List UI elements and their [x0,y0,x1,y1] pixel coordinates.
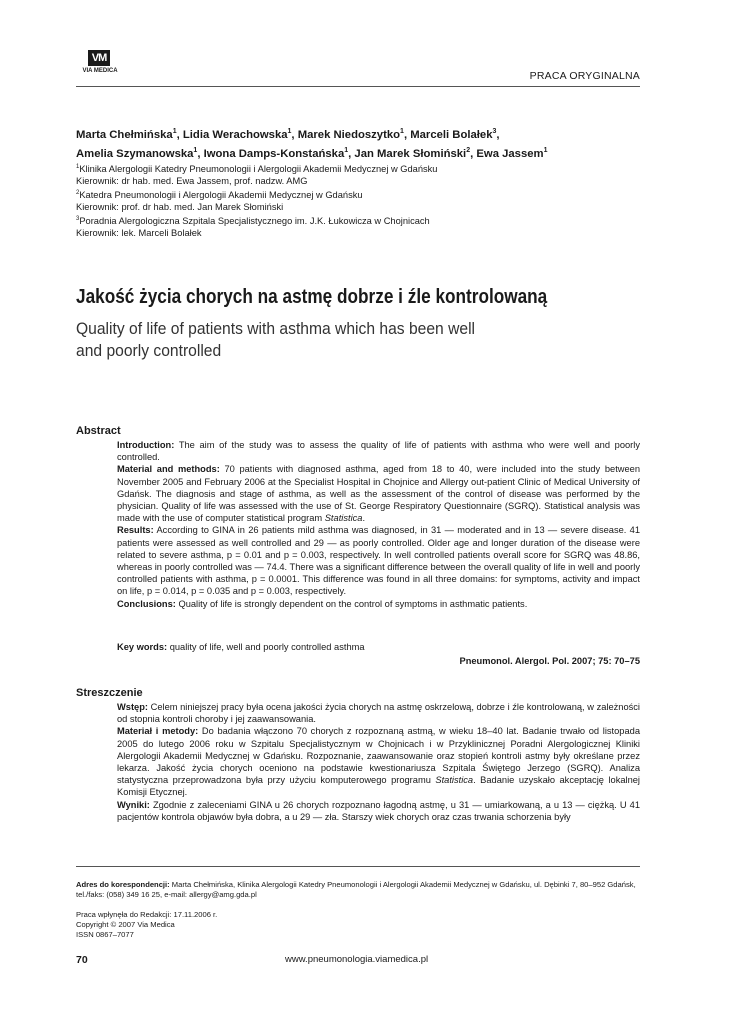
section-label: Conclusions: [117,598,176,609]
title-english-line: and poorly controlled [76,341,222,360]
keywords-label: Key words: [117,642,168,652]
affiliation-text: Katedra Pneumonologii i Alergologii Akademii Medycznej w Gdańsku [79,190,363,201]
author-name: Iwona Damps-Konstańska [203,147,345,160]
affiliation-line [76,201,640,213]
affiliation-line [76,227,640,239]
affiliation-line [76,161,640,175]
title-english [76,318,591,362]
author-name: Marta Chełmińska [76,128,173,141]
section-label: Material and methods: [117,464,220,475]
author-sup: 2 [466,146,471,154]
article-meta [76,910,376,940]
paragraph-text: Quality of life is strongly dependent on the control of symptoms in asthmatic patients. [175,598,528,609]
logo-text: VIA MEDICA [82,68,118,74]
paragraph-text: . [362,513,366,524]
keywords [117,641,640,653]
streszczenie-body [117,701,640,823]
affiliations [76,161,640,239]
received-date: Praca wpłynęła do Redakcji: 17.11.2006 r. [76,910,218,919]
affiliation-text: Klinika Alergologii Katedry Pneumonologii i Alergologii Akademii Medycznej w Gdańsku [79,164,438,175]
publisher-logo [76,50,124,75]
page-number: 70 [76,954,88,966]
journal-citation: Pneumonol. Alergol. Pol. 2007; 75: 70–75 [459,656,640,666]
abstract-conclusions [117,598,640,610]
author-sup: 1 [400,128,404,135]
abstract-body [117,439,640,610]
paragraph-text: Celem niniejszej pracy była ocena jakości życia chorych na astmę oskrzelową, dobrze i źle kontrolowaną, w zależności od stopnia kontroli choroby i jej zaawansowania. [117,702,640,725]
abstract-results [117,524,640,597]
paragraph-italic: Statistica [435,775,474,786]
affiliation-text: Poradnia Alergologiczna Szpitala Specjalistycznego im. J.K. Łukowicza w Chojnicach [79,216,430,227]
affiliation-text: Kierownik: lek. Marceli Bolałek [76,228,202,239]
affiliation-text: Kierownik: prof. dr hab. med. Jan Marek Słomiński [76,202,284,213]
title-polish: Jakość życia chorych na astmę dobrze i źle kontrolowaną [76,286,548,308]
author-sup: 1 [287,128,292,135]
paragraph-text: 70 patients with diagnosed asthma, aged from 18 to 40, were included into the study between November 2005 and February 2006 at the Specialist Hospital in Chojnice and Allergy out-patient Clinic of Medical University of Gdańsk. The diagnosis and stage of asthma, as well as the assessment of the control of disease was performed by the physician. Quality of life was assessed with the use of St. George Respiratory Questionnaire (SGRQ). Statistical analysis was made with the use of computer statistical program [117,464,640,524]
title-english-line: Quality of life of patients with asthma which has been well [76,319,476,338]
author-sup: 3 [492,128,497,135]
author-name: Ewa Jassem [476,147,544,160]
author-name: Marek Niedoszytko [297,128,401,141]
section-label: Wyniki: [117,799,150,810]
section-label: Introduction: [117,440,175,450]
author-sup: 1 [344,146,349,154]
affiliation-line [76,175,640,187]
correspondence-address [76,880,640,900]
paragraph-text: The aim of the study was to assess the quality of life of patients with asthma who were well and poorly controlled. [117,440,640,463]
author-name: Marceli Bolałek [410,128,493,141]
paragraph-text: Zgodnie z zaleceniami GINA u 26 chorych rozpoznano łagodną astmę, u 31 — umiarkowaną, a u 13 — ciężką. U 41 pacjentów kontrola objawów była dobra, a u 29 — zła. Starszy wiek chorych oraz czas trwania schorzenia były [117,799,640,822]
keywords-text: quality of life, well and poorly controlled asthma [167,642,365,652]
author-sup: 1 [172,128,177,135]
author-list [76,124,640,162]
section-label: PRACA ORYGINALNA [529,70,640,82]
streszczenie-wyniki [117,799,640,823]
paragraph-text: According to GINA in 26 patients mild asthma was diagnosed, in 31 — moderated and in 13 — severe disease. 41 patients were assessed as well controlled and 29 — as poorly controlled. Older age and longer duration of the disease were related to severe asthma, p = 0.01 and p = 0.003, respectively. In well controlled patients overall score for SGRQ was 48.86, whereas in poorly controlled was — 74.4. There was a significant difference between the overall quality of life in well and poorly controlled patients with asthma, p = 0.0001. This difference was found in all three domains: for symptoms, activity and impact on life, p = 0.014, p = 0.035 and p = 0.003, respectively. [117,525,640,597]
abstract-introduction [117,439,640,463]
section-label: Materiał i metody: [117,726,199,737]
affiliation-text: Kierownik: dr hab. med. Ewa Jassem, prof. nadzw. AMG [76,176,308,187]
affiliation-sup: 3 [76,216,80,223]
footer-rule [76,866,640,867]
streszczenie-metody [117,725,640,798]
issn: ISSN 0867–7077 [76,930,134,939]
author-name: Amelia Szymanowska [76,147,194,160]
streszczenie-heading: Streszczenie [76,687,143,699]
author-line-2: Amelia Szymanowska$^1$, Iwona Damps-Konstańska$^1$, Jan Marek Słomiński$^2$, Ewa Jassem$^1$ [76,146,548,160]
correspondence-text: Marta Chełmińska, Klinika Alergologii Katedry Pneumonologii i Alergologii Akademii Medycznej w Gdańsku, ul. Dębinki 7, 80–952 Gdańsk, tel./faks: (058) 349 16 25, e-mail: allergy@amg.gda.pl [76,880,636,899]
abstract-methods [117,463,640,524]
affiliation-line [76,213,640,227]
abstract-heading: Abstract [76,425,121,437]
author-line-1: Marta Chełmińska$^1$, Lidia Werachowska$^1$, Marek Niedoszytko$^1$, Marceli Bolałek$^3$, [76,128,500,141]
header-rule [76,86,640,87]
author-sup: 1 [543,146,548,154]
section-label: Results: [117,525,154,536]
copyright: Copyright © 2007 Via Medica [76,920,175,929]
author-name: Lidia Werachowska [182,128,288,141]
section-label: Wstęp: [117,702,148,712]
logo-mark: VM [88,50,110,66]
streszczenie-wstep [117,701,640,725]
paragraph-text: Do badania włączono 70 chorych z rozpoznaną astmą, w wieku 18–40 lat. Badanie trwało od listopada 2005 do lutego 2006 roku w Szpitalu Specjalistycznym w Chojnicach i w Przyklinicznej Poradni Alergologicznej Kliniki Alergologii Akademii Medycznej w Gdańsku. Rozpoznanie, zaawansowanie oraz stopień kontroli astmy były określane przez lekarza. Jakość życia chorych oceniono na podstawie kwestionariusza Szpitala Świętego Jerzego (SGRQ). Analiza statystyczna przeprowadzona była przy użyciu komputerowego programu [117,726,640,786]
paragraph-italic: Statistica [324,513,363,524]
author-name: Jan Marek Słomiński [354,147,467,160]
paragraph-text: . Badanie uzyskało akceptację lokalnej Komisji Etycznej. [117,775,640,798]
affiliation-sup: 2 [76,190,80,197]
author-sup: 1 [193,146,198,154]
affiliation-line [76,187,640,201]
affiliation-sup: 1 [76,164,80,170]
journal-url[interactable]: www.pneumonologia.viamedica.pl [285,954,429,965]
correspondence-label: Adres do korespondencji: [76,880,170,889]
